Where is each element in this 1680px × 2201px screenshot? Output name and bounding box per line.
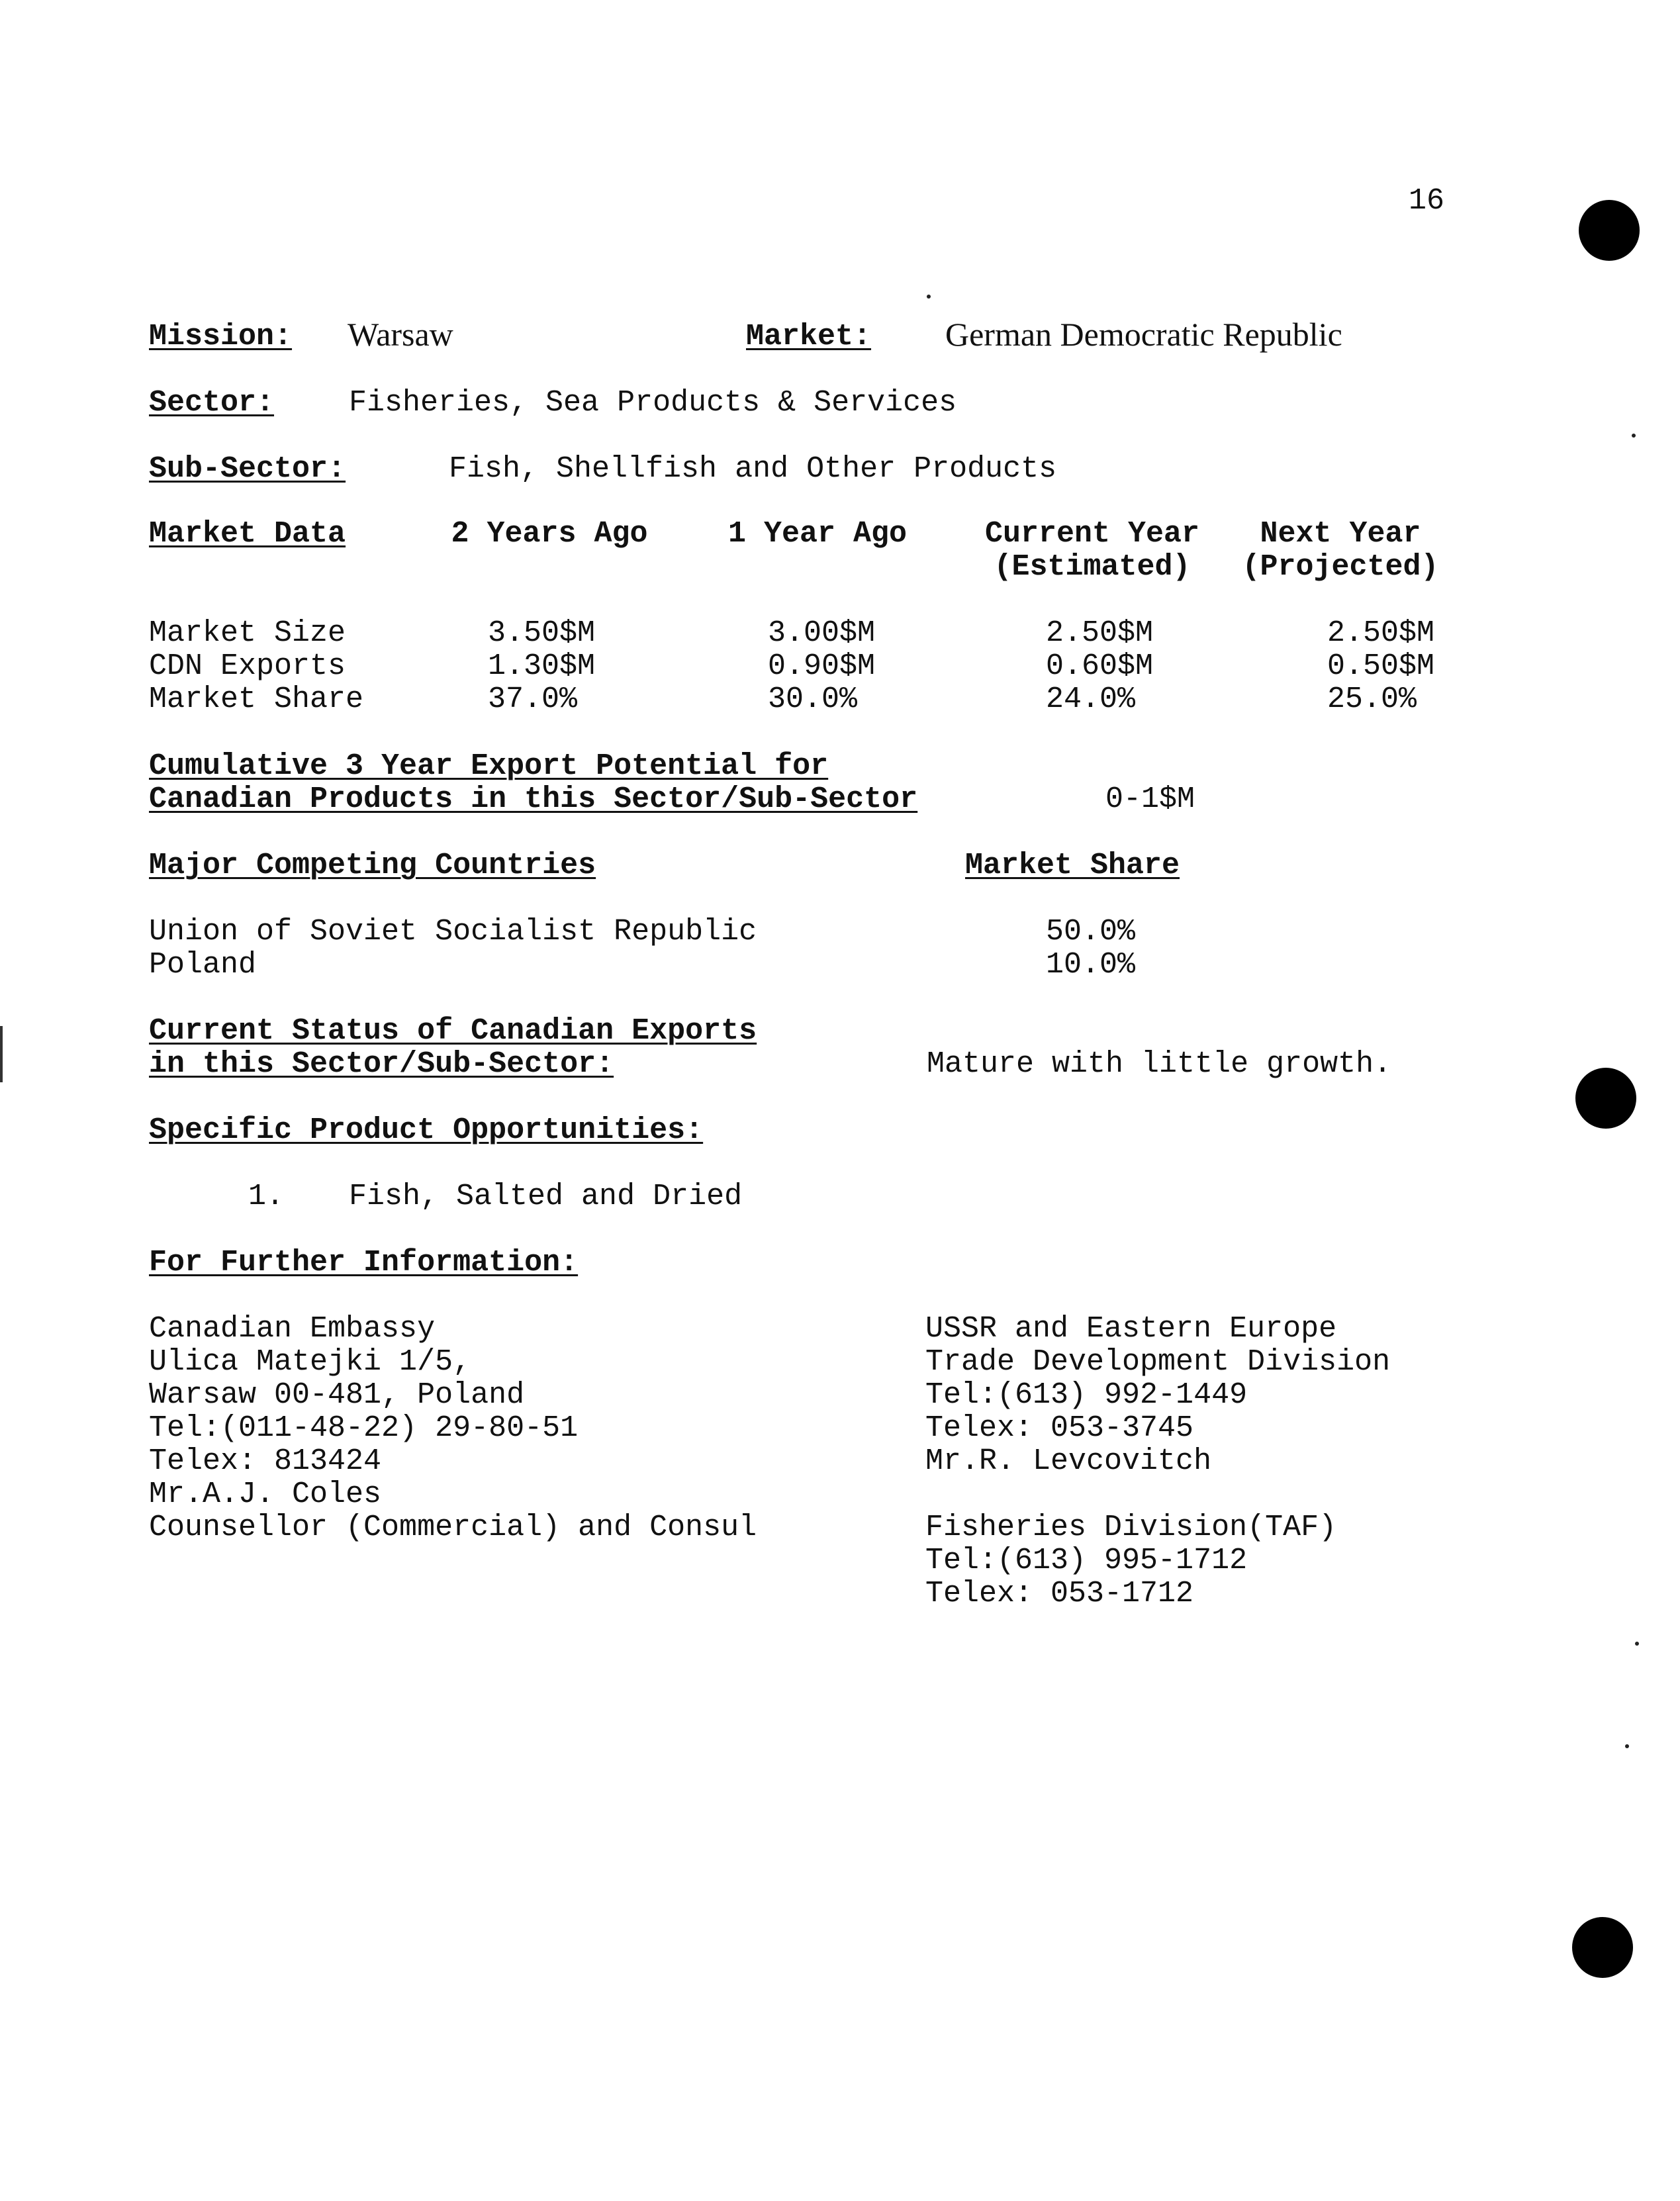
competitor-share: 10.0% [1046, 948, 1136, 982]
mission-value: Warsaw [348, 316, 453, 353]
col-header-current-year: Current Year [984, 517, 1200, 551]
cell-value: 0.90$M [768, 649, 876, 683]
contact-line: Warsaw 00-481, Poland [149, 1378, 525, 1412]
contact-line: Trade Development Division [925, 1345, 1391, 1379]
opportunity-text: Fish, Salted and Dried [349, 1180, 743, 1213]
contact-line: Telex: 813424 [149, 1444, 382, 1478]
binder-hole-top [1579, 200, 1640, 261]
col-header-next-year-sub: (Projected) [1242, 550, 1439, 584]
cell-value: 25.0% [1327, 682, 1417, 716]
competitor-country: Union of Soviet Socialist Republic [149, 915, 757, 949]
contact-line: Tel:(613) 992-1449 [925, 1378, 1248, 1412]
contact-line: Fisheries Division(TAF) [925, 1511, 1337, 1544]
opportunities-label: Specific Product Opportunities: [149, 1113, 704, 1147]
contact-line: Counsellor (Commercial) and Consul [149, 1511, 757, 1544]
current-status-value: Mature with little growth. [927, 1047, 1392, 1081]
sub-sector-label: Sub-Sector: [149, 452, 346, 486]
cell-value: 24.0% [1046, 682, 1136, 716]
left-edge-mark [0, 1026, 3, 1082]
export-potential-label-line1: Cumulative 3 Year Export Potential for [149, 749, 829, 783]
competitor-country: Poland [149, 948, 257, 982]
cell-value: 1.30$M [488, 649, 596, 683]
col-header-1-year-ago: 1 Year Ago [727, 517, 908, 551]
export-potential-label-line2: Canadian Products in this Sector/Sub-Sector [149, 782, 918, 816]
sector-label: Sector: [149, 386, 275, 420]
row-label-market-share: Market Share [149, 682, 364, 716]
speck [1635, 1642, 1639, 1646]
cell-value: 30.0% [768, 682, 858, 716]
sector-value: Fisheries, Sea Products & Services [349, 386, 957, 420]
speck [1632, 434, 1636, 438]
export-potential-value: 0-1$M [1105, 782, 1195, 816]
current-status-label-line2: in this Sector/Sub-Sector: [149, 1047, 614, 1081]
competitor-share: 50.0% [1046, 915, 1136, 949]
contact-line: Mr.R. Levcovitch [925, 1444, 1212, 1478]
contact-line: Ulica Matejki 1/5, [149, 1345, 471, 1379]
contact-line: Telex: 053-3745 [925, 1411, 1194, 1445]
contact-line: Tel:(011-48-22) 29-80-51 [149, 1411, 579, 1445]
market-data-label: Market Data [149, 517, 346, 551]
binder-hole-bottom [1572, 1917, 1633, 1978]
contact-line: USSR and Eastern Europe [925, 1312, 1337, 1346]
cell-value: 0.50$M [1327, 649, 1435, 683]
competitors-label: Major Competing Countries [149, 849, 596, 882]
col-header-2-years-ago: 2 Years Ago [451, 517, 648, 551]
col-header-next-year: Next Year [1260, 517, 1421, 551]
row-label-market-size: Market Size [149, 616, 346, 650]
cell-value: 3.50$M [488, 616, 596, 650]
speck [927, 295, 931, 299]
market-label: Market: [746, 320, 872, 353]
opportunity-number: 1. [248, 1180, 285, 1213]
mission-label: Mission: [149, 320, 293, 353]
contact-line: Canadian Embassy [149, 1312, 436, 1346]
cell-value: 3.00$M [768, 616, 876, 650]
contact-line: Tel:(613) 995-1712 [925, 1544, 1248, 1577]
competitors-share-label: Market Share [965, 849, 1180, 882]
sub-sector-value: Fish, Shellfish and Other Products [449, 452, 1057, 486]
speck [1625, 1744, 1629, 1748]
binder-hole-middle [1575, 1068, 1636, 1129]
further-info-label: For Further Information: [149, 1246, 579, 1280]
row-label-cdn-exports: CDN Exports [149, 649, 346, 683]
contact-line: Telex: 053-1712 [925, 1577, 1194, 1611]
market-value: German Democratic Republic [945, 316, 1342, 353]
cell-value: 2.50$M [1327, 616, 1435, 650]
cell-value: 0.60$M [1046, 649, 1154, 683]
contact-line: Mr.A.J. Coles [149, 1477, 382, 1511]
page-number: 16 [1409, 184, 1445, 218]
cell-value: 37.0% [488, 682, 578, 716]
current-status-label-line1: Current Status of Canadian Exports [149, 1014, 757, 1048]
col-header-current-year-sub: (Estimated) [994, 550, 1191, 584]
cell-value: 2.50$M [1046, 616, 1154, 650]
